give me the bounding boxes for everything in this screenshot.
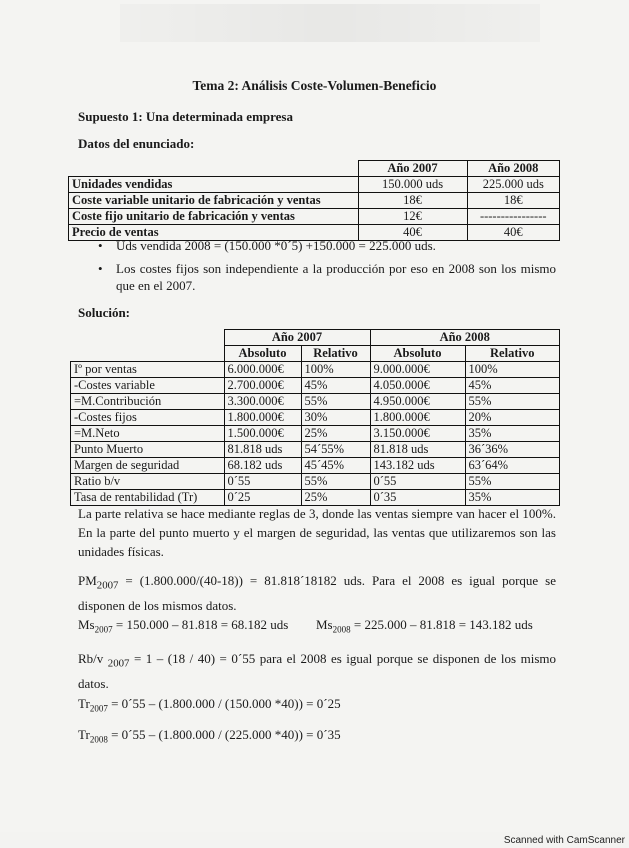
ms08-text: = 225.000 – 81.818 = 143.182 uds — [350, 617, 533, 632]
year-header-row — [71, 330, 560, 346]
tr08-symbol: Tr — [78, 727, 90, 742]
pm-sub: 2007 — [96, 579, 119, 592]
cell-rel-2008: 35% — [465, 426, 560, 442]
cell-abs-2008: 143.182 uds — [370, 458, 465, 474]
ms07-sub: 2007 — [94, 624, 113, 635]
table-row — [69, 193, 560, 209]
cell-rel-2007: 55% — [301, 474, 370, 490]
cell-rel-2008: 100% — [465, 362, 560, 378]
tr2008-equation — [78, 727, 341, 745]
cell-abs-2008: 0´35 — [370, 490, 465, 506]
scanner-watermark: Scanned with CamScanner — [503, 835, 625, 846]
cell-abs-2008: 81.818 uds — [370, 442, 465, 458]
table-row — [69, 209, 560, 225]
ms08-symbol: Ms — [316, 617, 333, 632]
cell-abs-2008: 0´55 — [370, 474, 465, 490]
sol-year-2007: Año 2007 — [224, 330, 370, 346]
cell-abs-2008: 4.950.000€ — [370, 394, 465, 410]
cell-rel-2008: 45% — [465, 378, 560, 394]
ms08-sub: 2008 — [332, 624, 351, 635]
cell-2007: 40€ — [358, 225, 467, 241]
tr07-text: = 0´55 – (1.800.000 / (150.000 *40)) = 0´25 — [107, 696, 341, 711]
cell-2008: 18€ — [467, 193, 560, 209]
table-row — [71, 394, 560, 410]
sol-corner — [71, 330, 225, 346]
cell-rel-2007: 25% — [301, 490, 370, 506]
cell-abs-2008: 4.050.000€ — [370, 378, 465, 394]
table-row — [71, 378, 560, 394]
sub-absoluto-2008: Absoluto — [370, 346, 465, 362]
row-label: -Costes fijos — [71, 410, 225, 426]
cell-abs-2008: 3.150.000€ — [370, 426, 465, 442]
cell-rel-2007: 45´45% — [301, 458, 370, 474]
datos-col-2008: Año 2008 — [467, 161, 560, 177]
cell-rel-2007: 30% — [301, 410, 370, 426]
cell-rel-2007: 25% — [301, 426, 370, 442]
row-label: =M.Neto — [71, 426, 225, 442]
cell-2007: 12€ — [358, 209, 467, 225]
ms2008-equation — [316, 617, 533, 635]
rb-text: = 1 – (18 / 40) = 0´55 para el 2008 es igual porque se disponen de los mismo datos. — [78, 651, 556, 691]
list-item: • Los costes fijos son independiente a la producción por eso en 2008 son los mismo que en el 2007. — [96, 260, 556, 294]
tr08-sub: 2008 — [89, 734, 108, 745]
cell-rel-2008: 63´64% — [465, 458, 560, 474]
cell-abs-2007: 68.182 uds — [224, 458, 301, 474]
pm-equation — [78, 571, 556, 615]
cell-abs-2007: 6.000.000€ — [224, 362, 301, 378]
row-label: Punto Muerto — [71, 442, 225, 458]
table-row — [71, 474, 560, 490]
tr07-symbol: Tr — [78, 696, 90, 711]
table-row — [71, 442, 560, 458]
ms2007-equation — [78, 617, 288, 635]
cell-abs-2007: 3.300.000€ — [224, 394, 301, 410]
ms07-symbol: Ms — [78, 617, 95, 632]
cell-rel-2007: 55% — [301, 394, 370, 410]
datos-heading: Datos del enunciado: — [78, 136, 195, 151]
list-item: • Uds vendida 2008 = (150.000 *0´5) +150.000 = 225.000 uds. — [96, 237, 556, 254]
cell-2007: 150.000 uds — [358, 177, 467, 193]
cell-abs-2007: 0´25 — [224, 490, 301, 506]
rbv-equation — [78, 649, 556, 693]
cell-2008: 225.000 uds — [467, 177, 560, 193]
row-label: Iº por ventas — [71, 362, 225, 378]
row-label: Precio de ventas — [69, 225, 359, 241]
row-label: -Costes variable — [71, 378, 225, 394]
cell-abs-2007: 1.800.000€ — [224, 410, 301, 426]
sub-header-row — [71, 346, 560, 362]
tr07-sub: 2007 — [89, 703, 108, 714]
table-row — [69, 177, 560, 193]
tr2007-equation — [78, 696, 341, 714]
cell-2008: 40€ — [467, 225, 560, 241]
cell-abs-2008: 9.000.000€ — [370, 362, 465, 378]
cell-rel-2008: 36´36% — [465, 442, 560, 458]
solucion-table — [70, 329, 560, 506]
tr08-text: = 0´55 – (1.800.000 / (225.000 *40)) = 0´35 — [107, 727, 341, 742]
datos-header-row — [69, 161, 560, 177]
bullet-list — [96, 237, 556, 300]
cell-rel-2007: 100% — [301, 362, 370, 378]
table-row — [71, 458, 560, 474]
bleed-through-ghost — [120, 4, 540, 42]
cell-rel-2008: 55% — [465, 394, 560, 410]
pm-text: = (1.800.000/(40-18)) = 81.818´18182 uds. Para el 2008 es igual porque se disponen de los mismos datos. — [78, 573, 556, 613]
solucion-heading: Solución: — [78, 305, 131, 320]
row-label: Ratio b/v — [71, 474, 225, 490]
table-row — [71, 426, 560, 442]
cell-abs-2007: 81.818 uds — [224, 442, 301, 458]
cell-abs-2008: 1.800.000€ — [370, 410, 465, 426]
datos-col-2007: Año 2007 — [358, 161, 467, 177]
document-title: Tema 2: Análisis Coste-Volumen-Beneficio — [192, 78, 437, 93]
cell-abs-2007: 2.700.000€ — [224, 378, 301, 394]
row-label: Coste fijo unitario de fabricación y ventas — [69, 209, 359, 225]
cell-2008: ---------------- — [467, 209, 560, 225]
rb-symbol: Rb/v — [78, 651, 108, 666]
cell-rel-2008: 55% — [465, 474, 560, 490]
row-label: Margen de seguridad — [71, 458, 225, 474]
sub-relativo-2008: Relativo — [465, 346, 560, 362]
cell-rel-2008: 20% — [465, 410, 560, 426]
cell-2007: 18€ — [358, 193, 467, 209]
row-label: =M.Contribución — [71, 394, 225, 410]
datos-table — [68, 160, 560, 241]
sol-year-2008: Año 2008 — [370, 330, 560, 346]
row-label: Tasa de rentabilidad (Tr) — [71, 490, 225, 506]
cell-rel-2007: 54´55% — [301, 442, 370, 458]
ms07-text: = 150.000 – 81.818 = 68.182 uds — [112, 617, 289, 632]
sub-absoluto-2007: Absoluto — [224, 346, 301, 362]
cell-abs-2007: 1.500.000€ — [224, 426, 301, 442]
cell-abs-2007: 0´55 — [224, 474, 301, 490]
datos-corner — [69, 161, 359, 177]
cell-rel-2007: 45% — [301, 378, 370, 394]
supuesto-heading: Supuesto 1: Una determinada empresa — [78, 109, 293, 124]
cell-rel-2008: 35% — [465, 490, 560, 506]
rb-sub: 2007 — [107, 657, 130, 670]
sub-relativo-2007: Relativo — [301, 346, 370, 362]
table-row — [71, 362, 560, 378]
row-label: Coste variable unitario de fabricación y ventas — [69, 193, 359, 209]
sol-corner — [71, 346, 225, 362]
explanation-paragraph: La parte relativa se hace mediante reglas de 3, donde las ventas siempre van hacer el 100%. En la parte del punto muerto y el margen de seguridad, las ventas que utilizaremos son las unidades físicas. — [78, 506, 556, 559]
row-label: Unidades vendidas — [69, 177, 359, 193]
pm-symbol: PM — [78, 573, 97, 588]
table-row — [71, 410, 560, 426]
